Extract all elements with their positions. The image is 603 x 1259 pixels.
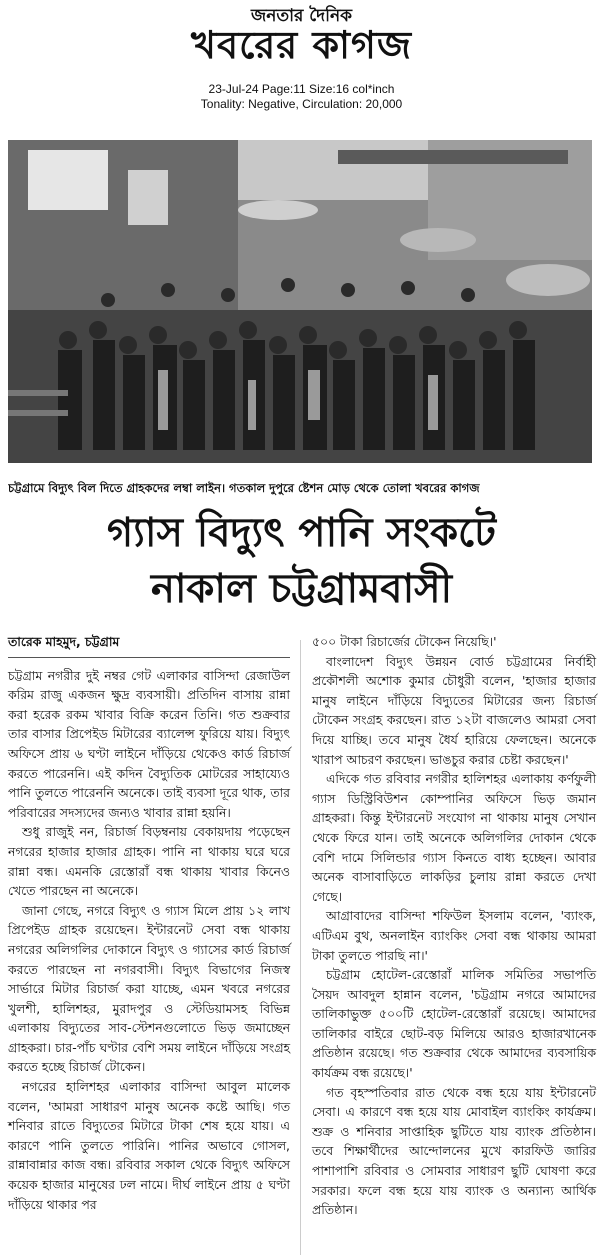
newspaper-logo: খবরের কাগজ <box>191 23 412 67</box>
headline <box>0 505 603 617</box>
article-paragraph: বাংলাদেশ বিদ্যুৎ উন্নয়ন বোর্ড চট্টগ্রামের নির্বাহী প্রকৌশলী অশোক কুমার চৌধুরী বলেন, 'হাজার হাজার মানুষ লাইনে দাঁড়িয়ে বিদ্যুতের মিটারের জন্য রিচার্জ টোকেন সংগ্রহ করছেন। রাত ১২টা বাজলেও আমরা সেবা দিয়ে যাচ্ছি। তবে মানুষ ধৈর্য হারিয়ে ফেলছেন। অনেকে খারাপ আচরণ করছেন। ভাঙচুর করার চেষ্টা করছেন।' <box>312 653 596 767</box>
masthead-tagline: জনতার দৈনিক <box>250 6 353 26</box>
article-column-left <box>8 632 290 1214</box>
article-paragraph: গত বৃহস্পতিবার রাত থেকে বন্ধ হয়ে যায় ইন্টারনেট সেবা। এ কারণে বন্ধ হয়ে যায় মোবাইল ব্যাংকিং কার্যক্রম। শুক্র ও শনিবার সাপ্তাহিক ছুটিতে যায় ব্যাংক প্রতিষ্ঠান। তবে শিক্ষার্থীদের আন্দোলনের মুখে কারফিউ জারির পাশাপাশি রবিবার ও সোমবার সাধারণ ছুটি ঘোষণা করে সরকার। ফলে বন্ধ হয়ে যায় ব্যাংক ও অন্যান্য আর্থিক প্রতিষ্ঠান। <box>312 1084 596 1218</box>
byline-rule <box>8 657 290 658</box>
article-paragraph: নগরের হালিশহর এলাকার বাসিন্দা আবুল মালেক বলেন, 'আমরা সাধারণ মানুষ অনেক কষ্টে আছি। গত শনিবার রাতে বিদ্যুতের মিটারে টাকা শেষ হয়ে যায়। এ কারণে পানি তুলতে পারিনি। পানির অভাবে গোসল, রান্নাবান্নার কাজ বন্ধ। রবিবার সকাল থেকে বিদ্যুৎ অফিসে কয়েক হাজার মানুষের ঢল নামে। দীর্ঘ লাইনে প্রায় ৫ ঘণ্টা দাঁড়িয়ে থাকার পর <box>8 1079 290 1212</box>
photo-caption: চট্টগ্রামে বিদ্যুৎ বিল দিতে গ্রাহকদের লম্বা লাইন। গতকাল দুপুরে ষ্টেশন মোড় থেকে তোলা খবরের কাগজ <box>8 481 480 495</box>
article-paragraph: চট্টগ্রাম নগরীর দুই নম্বর গেট এলাকার বাসিন্দা রেজাউল করিম রাজু একজন ক্ষুদ্র ব্যবসায়ী। প্রতিদিন বাসায় রান্না করা হরেক রকম খাবার বিক্রি করেন তিনি। গত শুক্রবার তার বাসার প্রিপেইড মিটারের ব্যালেন্স ফুরিয়ে যায়। বিদ্যুৎ অফিসে প্রায় ৬ ঘণ্টা লাইনে দাঁড়িয়ে থেকেও কার্ড রিচার্জ করতে পারেননি। এই কদিন বৈদ্যুতিক মোটরের সাহায্যেও পানি তুলতে পারেননি অনেকে। তাই ব্যবসা দূরে থাক, তার পরিবারের সদস্যদের জন্যও খাবার রান্না হয়নি। <box>8 667 290 820</box>
clipping-meta-date: 23-Jul-24 Page:11 Size:16 col*inch <box>208 82 395 96</box>
news-photo <box>8 140 592 463</box>
crowd-photo-illustration <box>8 140 592 463</box>
article-column-right <box>312 632 596 1220</box>
headline-line-1: গ্যাস বিদ্যুৎ পানি সংকটে <box>107 510 496 556</box>
article-paragraph: আগ্রাবাদের বাসিন্দা শফিউল ইসলাম বলেন, 'ব্যাংক, এটিএম বুথ, অনলাইন ব্যাংকিং সেবা বন্ধ থাকায় আমরা টাকা তুলতে পারছি না।' <box>312 908 596 963</box>
byline: তারেক মাহমুদ, চট্টগ্রাম <box>8 634 120 649</box>
clipping-meta-tonality: Tonality: Negative, Circulation: 20,000 <box>200 97 403 111</box>
article-paragraph: জানা গেছে, নগরে বিদ্যুৎ ও গ্যাস মিলে প্রায় ১২ লাখ প্রিপেইড গ্রাহক রয়েছেন। ইন্টারনেট সেবা বন্ধ থাকায় নগরের অলিগলির দোকানে বিদ্যুৎ ও গ্যাসের কার্ড রিচার্জ করতে পারছেন না নগরবাসী। বিদ্যুৎ বিভাগের নিজস্ব সার্ভারে মিটার রিচার্জ করা যাচ্ছে, এমন খবরে নগরের খুলশী, হালিশহর, মুরাদপুর ও স্টেডিয়ামসহ বিভিন্ন এলাকায় বিদ্যুতের সাব-স্টেশনগুলোতে ভিড় জমাচ্ছেন গ্রাহকরা। চার-পাঁচ ঘণ্টার বেশি সময় লাইনে দাঁড়িয়ে সংগ্রহ করতে হচ্ছে রিচার্জ টোকেন। <box>8 902 290 1075</box>
column-divider <box>300 640 301 1255</box>
article-paragraph: ৫০০ টাকা রিচার্জের টোকেন নিয়েছি।' <box>312 634 497 649</box>
masthead <box>0 0 603 115</box>
article-paragraph: শুধু রাজুই নন, রিচার্জ বিড়ম্বনায় বেকায়দায় পড়েছেন নগরের হাজার হাজার গ্রাহক। পানি না থাকায় ঘরে ঘরে রান্না বন্ধ। এমনকি রেস্তোরাঁ বন্ধ থাকায় খাবার কিনেও খেতে পারছেন না অনেকে। <box>8 824 290 899</box>
headline-line-2: নাকাল চট্টগ্রামবাসী <box>150 566 453 612</box>
article-paragraph: এদিকে গত রবিবার নগরীর হালিশহর এলাকায় কর্ণফুলী গ্যাস ডিস্ট্রিবিউশন কোম্পানির অফিসে ভিড় জমান গ্রাহকরা। কিন্তু ইন্টারনেট সংযোগ না থাকায় মানুষ সেখান থেকে ফিরে যান। তাই অনেকে অলিগলির দোকান থেকে বেশি দামে সিলিন্ডার গ্যাস কিনতে বাধ্য হচ্ছেন। আবার অনেক বাসাবাড়িতে লাকড়ির চুলায় রান্না করতে দেখা গেছে। <box>312 771 596 904</box>
article-paragraph: চট্টগ্রাম হোটেল-রেস্তোরাঁ মালিক সমিতির সভাপতি সৈয়দ আবদুল হান্নান বলেন, 'চট্টগ্রাম নগরে আমাদের তালিকাভুক্ত ৫০০টি হোটেল-রেস্তোরাঁ রয়েছে। আমাদের তালিকার বাইরে ছোট-বড় মিলিয়ে আরও হাজারখানেক প্রতিষ্ঠান রয়েছে। গত শুক্রবার থেকে আমাদের ব্যবসায়িক কার্যক্রম বন্ধ রয়েছে।' <box>312 967 596 1081</box>
